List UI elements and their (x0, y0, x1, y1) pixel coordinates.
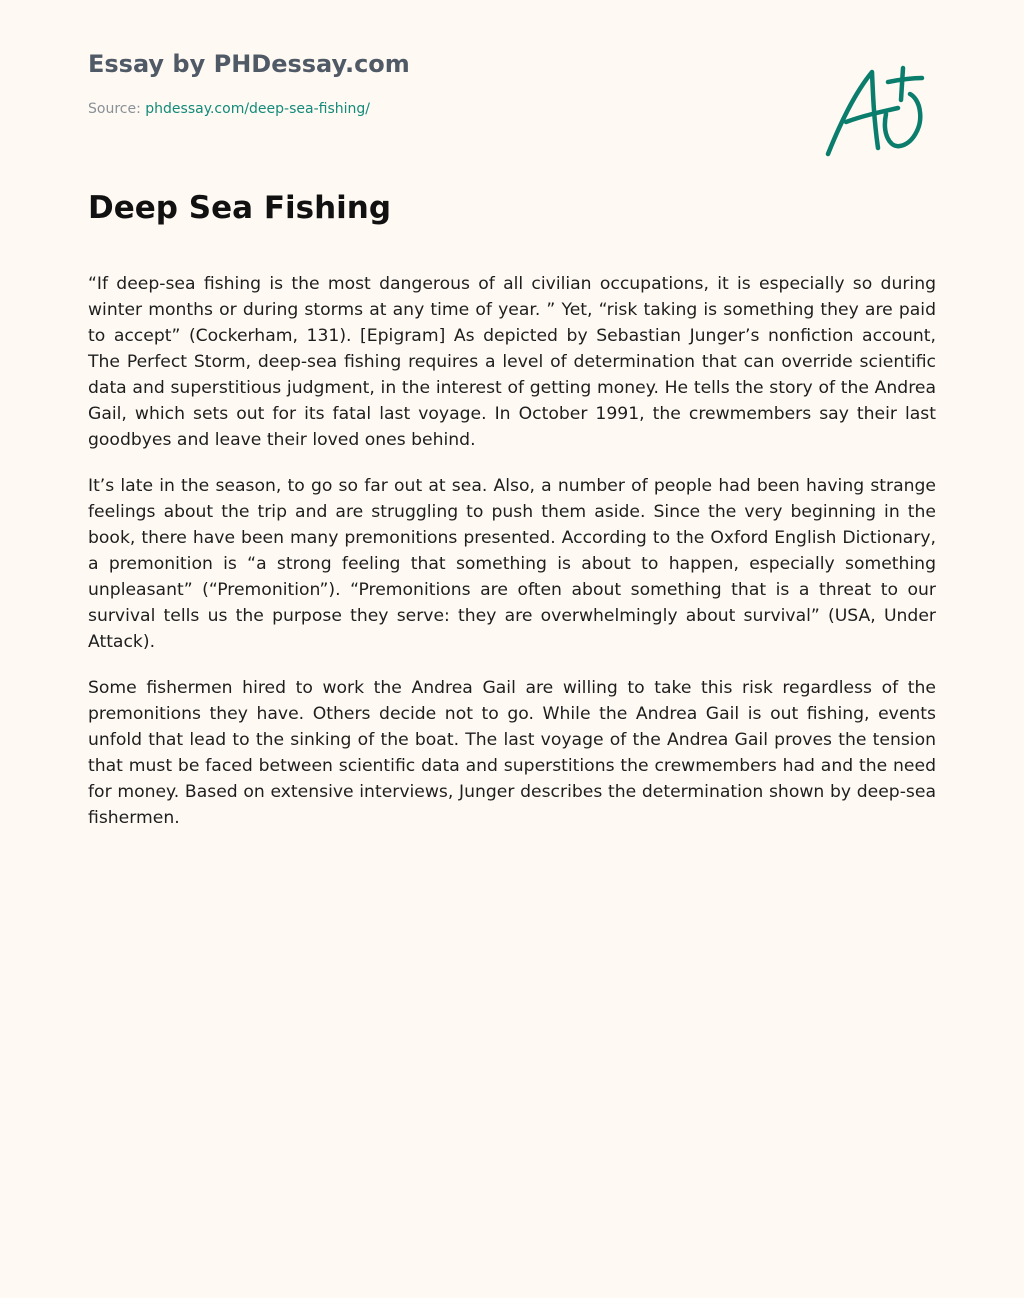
source-line (88, 101, 370, 117)
essay-body (88, 271, 936, 851)
source-link[interactable]: phdessay.com/deep-sea-fishing/ (145, 101, 370, 117)
essay-paragraph: It’s late in the season, to go so far out at sea. Also, a number of people had been having strange feelings about the trip and are struggling to push them aside. Since the very beginning in the book, there have been many premonitions presented. According to the Oxford English Dictionary, a premonition is “a strong feeling that something is about to happen, especially something unpleasant” (“Premonition”). “Premonitions are often about something that is a threat to our survival tells us the purpose they serve: they are overwhelmingly about survival” (USA, Under Attack). (88, 476, 936, 652)
essay-paragraph: Some fishermen hired to work the Andrea Gail are willing to take this risk regardless of the premonitions they have. Others decide not to go. While the Andrea Gail is out fishing, events unfold that lead to the sinking of the boat. The last voyage of the Andrea Gail proves the tension that must be faced between scientific data and superstitions the crewmembers had and the need for money. Based on extensive interviews, Junger describes the determination shown by deep-sea fishermen. (88, 678, 936, 828)
essay-paragraph: “If deep-sea fishing is the most dangerous of all civilian occupations, it is especially so during winter months or during storms at any time of year. ” Yet, “risk taking is something they are paid to accept” (Cockerham, 131). [Epigram] As depicted by Sebastian Junger’s nonfiction account, The Perfect Storm, deep-sea fishing requires a level of determination that can override scientific data and superstitious judgment, in the interest of getting money. He tells the story of the Andrea Gail, which sets out for its fatal last voyage. In October 1991, the crewmembers say their last goodbyes and leave their loved ones behind. (88, 274, 936, 450)
essay-title: Deep Sea Fishing (88, 190, 392, 226)
source-label: Source: (88, 101, 141, 117)
brand-title: Essay by PHDessay.com (88, 50, 410, 78)
a-plus-grade-icon (818, 62, 930, 162)
